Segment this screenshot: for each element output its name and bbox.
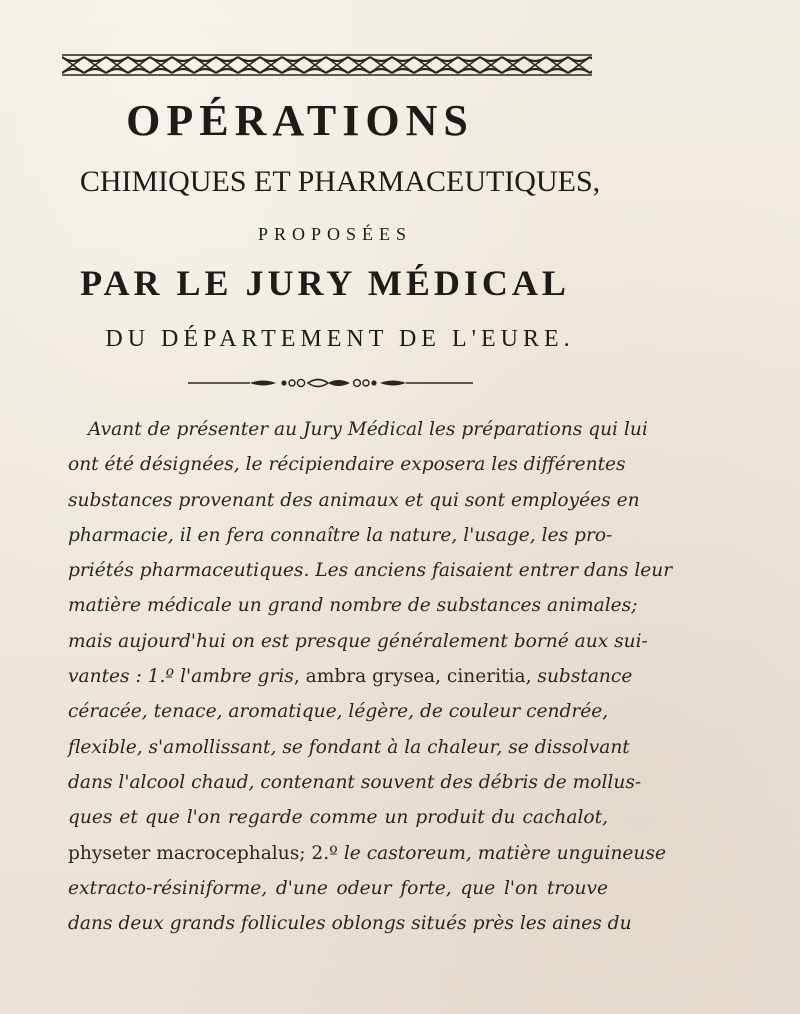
- title-jury-medical: PAR LE JURY MÉDICAL: [80, 263, 570, 303]
- text-span: extracto-résiniforme, d'une odeur forte, que l'on trouve: [68, 877, 608, 899]
- text-line: [68, 730, 630, 765]
- text-line: [68, 553, 673, 588]
- text-span: le castoreum, matière unguineuse: [343, 842, 666, 864]
- text-span: priétés pharmaceutiques. Les anciens faisaient entrer dans leur: [68, 560, 673, 582]
- title-chimiques: CHIMIQUES ET PHARMACEUTIQUES,: [79, 165, 601, 198]
- text-line: [68, 694, 608, 729]
- braided-border-ornament: [62, 52, 592, 78]
- text-span: vantes : 1.º: [68, 666, 181, 688]
- scroll-divider-ornament: [188, 376, 473, 390]
- text-line: [68, 836, 666, 871]
- text-span: ont été désignées, le récipiendaire exposera les différentes: [68, 454, 626, 476]
- text-line: [68, 765, 642, 800]
- text-span: substance: [537, 666, 633, 688]
- text-span: mais aujourd'hui on est presque généralement borné aux sui-: [68, 630, 648, 652]
- text-span: pharmacie, il en fera connaître la nature, l'usage, les pro-: [68, 524, 613, 546]
- text-span: , ambra grysea, cineritia,: [293, 666, 538, 688]
- title-proposees: PROPOSÉES: [257, 224, 413, 244]
- text-line: [68, 871, 608, 906]
- text-span: ques et que l'on regarde comme un produit du cachalot,: [68, 807, 608, 829]
- text-line: [68, 659, 633, 694]
- text-span: Avant de présenter au Jury Médical les préparations qui lui: [88, 419, 648, 440]
- text-span: substances provenant des animaux et qui sont employées en: [68, 489, 640, 511]
- text-line: [68, 483, 640, 518]
- title-operations: OPÉRATIONS: [126, 96, 474, 145]
- text-span: dans deux grands follicules oblongs situés près les aines du: [68, 913, 632, 935]
- text-span: l'ambre gris: [180, 666, 294, 688]
- text-line: [68, 624, 648, 659]
- text-line: [68, 518, 613, 553]
- text-span: dans l'alcool chaud, contenant souvent des débris de mollus-: [68, 771, 642, 793]
- text-line: [68, 800, 608, 835]
- text-span: physeter macrocephalus; 2.º: [68, 842, 344, 864]
- text-span: matière médicale un grand nombre de substances animales;: [68, 595, 638, 617]
- body-paragraph: [68, 412, 673, 941]
- text-line: [68, 906, 632, 941]
- text-span: flexible, s'amollissant, se fondant à la chaleur, se dissolvant: [68, 736, 630, 758]
- text-line: [68, 412, 648, 447]
- text-line: [68, 447, 626, 482]
- title-departement: DU DÉPARTEMENT DE L'EURE.: [105, 326, 575, 352]
- text-line: [68, 588, 638, 623]
- text-span: céracée, tenace, aromatique, légère, de couleur cendrée,: [68, 701, 609, 723]
